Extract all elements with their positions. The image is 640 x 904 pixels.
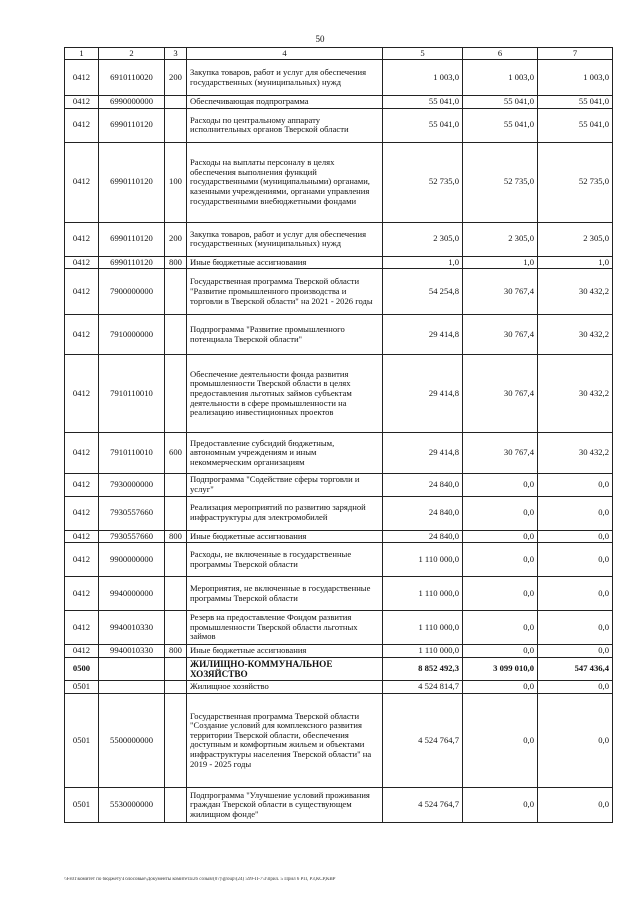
- cell-expense-type: [165, 496, 187, 530]
- cell-amount-3: 1,0: [538, 256, 613, 269]
- cell-target-article: 7930557660: [99, 530, 165, 543]
- cell-amount-1: 52 735,0: [383, 142, 463, 222]
- cell-name: Расходы, не включенные в государственные программы Тверской области: [187, 543, 383, 577]
- cell-amount-2: 0,0: [463, 577, 538, 611]
- cell-section: 0412: [65, 530, 99, 543]
- cell-amount-2: 52 735,0: [463, 142, 538, 222]
- cell-target-article: [99, 681, 165, 694]
- cell-target-article: 9940010330: [99, 611, 165, 645]
- column-header: 3: [165, 48, 187, 60]
- cell-name: Реализация мероприятий по развитию зарядной инфраструктуры для электромобилей: [187, 496, 383, 530]
- table-row: [65, 611, 613, 645]
- cell-expense-type: 800: [165, 256, 187, 269]
- cell-amount-2: 0,0: [463, 496, 538, 530]
- cell-section: 0501: [65, 681, 99, 694]
- table-row: [65, 787, 613, 822]
- cell-name: Подпрограмма "Улучшение условий проживания граждан Тверской области в существующем жилищном фонде": [187, 787, 383, 822]
- cell-name: Обеспечивающая подпрограмма: [187, 96, 383, 109]
- cell-amount-3: 0,0: [538, 681, 613, 694]
- table-row: [65, 142, 613, 222]
- cell-amount-1: 29 414,8: [383, 315, 463, 355]
- cell-amount-2: 30 767,4: [463, 269, 538, 315]
- cell-amount-2: 0,0: [463, 645, 538, 658]
- cell-amount-3: 0,0: [538, 645, 613, 658]
- cell-amount-2: 55 041,0: [463, 96, 538, 109]
- cell-target-article: 5500000000: [99, 693, 165, 787]
- cell-target-article: 6990000000: [99, 96, 165, 109]
- cell-amount-3: 30 432,2: [538, 433, 613, 474]
- cell-target-article: 7930000000: [99, 474, 165, 496]
- cell-section: 0501: [65, 693, 99, 787]
- cell-amount-1: 24 840,0: [383, 530, 463, 543]
- table-row: [65, 645, 613, 658]
- cell-section: 0412: [65, 315, 99, 355]
- cell-section: 0412: [65, 474, 99, 496]
- cell-expense-type: [165, 693, 187, 787]
- cell-amount-3: 55 041,0: [538, 96, 613, 109]
- cell-amount-3: 1 003,0: [538, 60, 613, 96]
- cell-name: Иные бюджетные ассигнования: [187, 256, 383, 269]
- cell-amount-3: 30 432,2: [538, 315, 613, 355]
- cell-target-article: 7910000000: [99, 315, 165, 355]
- cell-expense-type: [165, 657, 187, 681]
- cell-target-article: 5530000000: [99, 787, 165, 822]
- cell-name: Мероприятия, не включенные в государственные программы Тверской области: [187, 577, 383, 611]
- cell-name: Иные бюджетные ассигнования: [187, 645, 383, 658]
- cell-section: 0412: [65, 256, 99, 269]
- cell-section: 0501: [65, 787, 99, 822]
- cell-amount-2: 0,0: [463, 530, 538, 543]
- cell-amount-3: 0,0: [538, 693, 613, 787]
- table-row: [65, 60, 613, 96]
- cell-section: 0412: [65, 611, 99, 645]
- cell-amount-3: 0,0: [538, 496, 613, 530]
- column-header: 2: [99, 48, 165, 60]
- cell-amount-2: 55 041,0: [463, 108, 538, 142]
- cell-target-article: 6990110120: [99, 108, 165, 142]
- table-row: [65, 96, 613, 109]
- cell-amount-3: 0,0: [538, 577, 613, 611]
- cell-section: 0412: [65, 269, 99, 315]
- cell-amount-2: 0,0: [463, 474, 538, 496]
- cell-name: Закупка товаров, работ и услуг для обеспечения государственных (муниципальных) нужд: [187, 222, 383, 256]
- cell-target-article: 9940000000: [99, 577, 165, 611]
- cell-amount-2: 3 099 010,0: [463, 657, 538, 681]
- cell-name: Подпрограмма "Развитие промышленного потенциала Тверской области": [187, 315, 383, 355]
- cell-amount-3: 55 041,0: [538, 108, 613, 142]
- cell-expense-type: 100: [165, 142, 187, 222]
- cell-amount-1: 54 254,8: [383, 269, 463, 315]
- cell-amount-1: 8 852 492,3: [383, 657, 463, 681]
- cell-amount-1: 1 110 000,0: [383, 577, 463, 611]
- cell-amount-1: 24 840,0: [383, 496, 463, 530]
- cell-amount-2: 0,0: [463, 681, 538, 694]
- cell-target-article: 7910110010: [99, 355, 165, 433]
- table-row: [65, 530, 613, 543]
- cell-name: Резерв на предоставление Фондом развития промышленности Тверской области льготных займов: [187, 611, 383, 645]
- cell-section: 0412: [65, 108, 99, 142]
- cell-name: Расходы по центральному аппарату исполнительных органов Тверской области: [187, 108, 383, 142]
- cell-expense-type: [165, 108, 187, 142]
- cell-amount-2: 0,0: [463, 543, 538, 577]
- cell-amount-3: 30 432,2: [538, 269, 613, 315]
- cell-target-article: [99, 657, 165, 681]
- page-number: 50: [315, 34, 325, 44]
- cell-section: 0412: [65, 543, 99, 577]
- cell-amount-3: 0,0: [538, 530, 613, 543]
- cell-expense-type: [165, 543, 187, 577]
- column-header: 1: [65, 48, 99, 60]
- cell-amount-1: 1,0: [383, 256, 463, 269]
- cell-name: Обеспечение деятельности фонда развития промышленности Тверской области в целях предоставления льготных займов субъектам деятельности в сфере промышленности на реализацию инвестиционных проектов: [187, 355, 383, 433]
- file-path-footer: \\Fs01\комитет по бюджету\Голосовые\Документы комитета\26 созыв\(07)\group\(24) 599-П-7\3\прил. 5 Прил 6 РП, РЗ,КСР,КВР: [64, 877, 336, 882]
- column-header: 7: [538, 48, 613, 60]
- column-header: 4: [187, 48, 383, 60]
- cell-target-article: 9900000000: [99, 543, 165, 577]
- cell-name: Закупка товаров, работ и услуг для обеспечения государственных (муниципальных) нужд: [187, 60, 383, 96]
- cell-amount-2: 2 305,0: [463, 222, 538, 256]
- cell-section: 0412: [65, 222, 99, 256]
- cell-name: Предоставление субсидий бюджетным, автономным учреждениям и иным некоммерческим организациям: [187, 433, 383, 474]
- cell-name: Расходы на выплаты персоналу в целях обеспечения выполнения функций государственными (муниципальными) органами, казенными учреждениями, органами управления государственными внебюджетными фондами: [187, 142, 383, 222]
- cell-section: 0412: [65, 60, 99, 96]
- table-row: [65, 269, 613, 315]
- cell-name: ЖИЛИЩНО-КОММУНАЛЬНОЕ ХОЗЯЙСТВО: [187, 657, 383, 681]
- cell-name: Жилищное хозяйство: [187, 681, 383, 694]
- cell-expense-type: 800: [165, 645, 187, 658]
- cell-name: Иные бюджетные ассигнования: [187, 530, 383, 543]
- cell-amount-2: 0,0: [463, 611, 538, 645]
- cell-target-article: 6910110020: [99, 60, 165, 96]
- table-row: [65, 355, 613, 433]
- cell-amount-2: 30 767,4: [463, 315, 538, 355]
- cell-amount-2: 1,0: [463, 256, 538, 269]
- cell-expense-type: [165, 681, 187, 694]
- table-row: [65, 474, 613, 496]
- cell-amount-2: 1 003,0: [463, 60, 538, 96]
- cell-expense-type: [165, 787, 187, 822]
- cell-expense-type: [165, 269, 187, 315]
- table-row: [65, 496, 613, 530]
- cell-target-article: 9940010330: [99, 645, 165, 658]
- table-row: [65, 108, 613, 142]
- cell-amount-3: 0,0: [538, 787, 613, 822]
- table-row: [65, 315, 613, 355]
- cell-section: 0412: [65, 355, 99, 433]
- cell-expense-type: 200: [165, 222, 187, 256]
- cell-section: 0412: [65, 645, 99, 658]
- cell-section: 0500: [65, 657, 99, 681]
- table-row: [65, 577, 613, 611]
- cell-amount-3: 547 436,4: [538, 657, 613, 681]
- table-row: [65, 222, 613, 256]
- cell-amount-2: 30 767,4: [463, 355, 538, 433]
- cell-amount-1: 4 524 764,7: [383, 787, 463, 822]
- column-header: 5: [383, 48, 463, 60]
- cell-amount-3: 30 432,2: [538, 355, 613, 433]
- cell-expense-type: 600: [165, 433, 187, 474]
- cell-amount-3: 2 305,0: [538, 222, 613, 256]
- cell-target-article: 6990110120: [99, 142, 165, 222]
- cell-amount-1: 24 840,0: [383, 474, 463, 496]
- cell-section: 0412: [65, 433, 99, 474]
- cell-amount-1: 1 110 000,0: [383, 543, 463, 577]
- cell-amount-1: 4 524 814,7: [383, 681, 463, 694]
- cell-expense-type: [165, 96, 187, 109]
- budget-table: [64, 47, 613, 823]
- cell-amount-1: 55 041,0: [383, 96, 463, 109]
- cell-amount-3: 0,0: [538, 474, 613, 496]
- cell-amount-1: 1 003,0: [383, 60, 463, 96]
- cell-amount-3: 52 735,0: [538, 142, 613, 222]
- cell-name: Государственная программа Тверской области "Создание условий для комплексного развития территории Тверской области, обеспечения доступным и комфортным жильем и объектами инфраструктуры населения Тверской области" на 2019 - 2025 годы: [187, 693, 383, 787]
- cell-amount-1: 29 414,8: [383, 433, 463, 474]
- cell-expense-type: [165, 577, 187, 611]
- header-row: [65, 48, 613, 60]
- column-header: 6: [463, 48, 538, 60]
- cell-target-article: 7910110010: [99, 433, 165, 474]
- cell-amount-1: 4 524 764,7: [383, 693, 463, 787]
- cell-amount-1: 2 305,0: [383, 222, 463, 256]
- cell-target-article: 6990110120: [99, 222, 165, 256]
- cell-amount-2: 30 767,4: [463, 433, 538, 474]
- cell-expense-type: [165, 611, 187, 645]
- table-row: [65, 681, 613, 694]
- cell-expense-type: [165, 474, 187, 496]
- cell-target-article: 7930557660: [99, 496, 165, 530]
- cell-amount-1: 1 110 000,0: [383, 645, 463, 658]
- cell-name: Подпрограмма "Содействие сферы торговли и услуг": [187, 474, 383, 496]
- cell-section: 0412: [65, 96, 99, 109]
- cell-section: 0412: [65, 496, 99, 530]
- cell-amount-3: 0,0: [538, 543, 613, 577]
- cell-amount-2: 0,0: [463, 787, 538, 822]
- cell-amount-2: 0,0: [463, 693, 538, 787]
- cell-expense-type: [165, 315, 187, 355]
- cell-amount-3: 0,0: [538, 611, 613, 645]
- cell-amount-1: 29 414,8: [383, 355, 463, 433]
- cell-expense-type: 800: [165, 530, 187, 543]
- table-row: [65, 693, 613, 787]
- cell-expense-type: 200: [165, 60, 187, 96]
- cell-section: 0412: [65, 577, 99, 611]
- cell-target-article: 6990110120: [99, 256, 165, 269]
- cell-amount-1: 1 110 000,0: [383, 611, 463, 645]
- table-row: [65, 256, 613, 269]
- cell-amount-1: 55 041,0: [383, 108, 463, 142]
- table-row: [65, 543, 613, 577]
- cell-target-article: 7900000000: [99, 269, 165, 315]
- cell-expense-type: [165, 355, 187, 433]
- cell-section: 0412: [65, 142, 99, 222]
- cell-name: Государственная программа Тверской области "Развитие промышленного производства и торговли в Тверской области" на 2021 - 2026 годы: [187, 269, 383, 315]
- table-row: [65, 433, 613, 474]
- table-row: [65, 657, 613, 681]
